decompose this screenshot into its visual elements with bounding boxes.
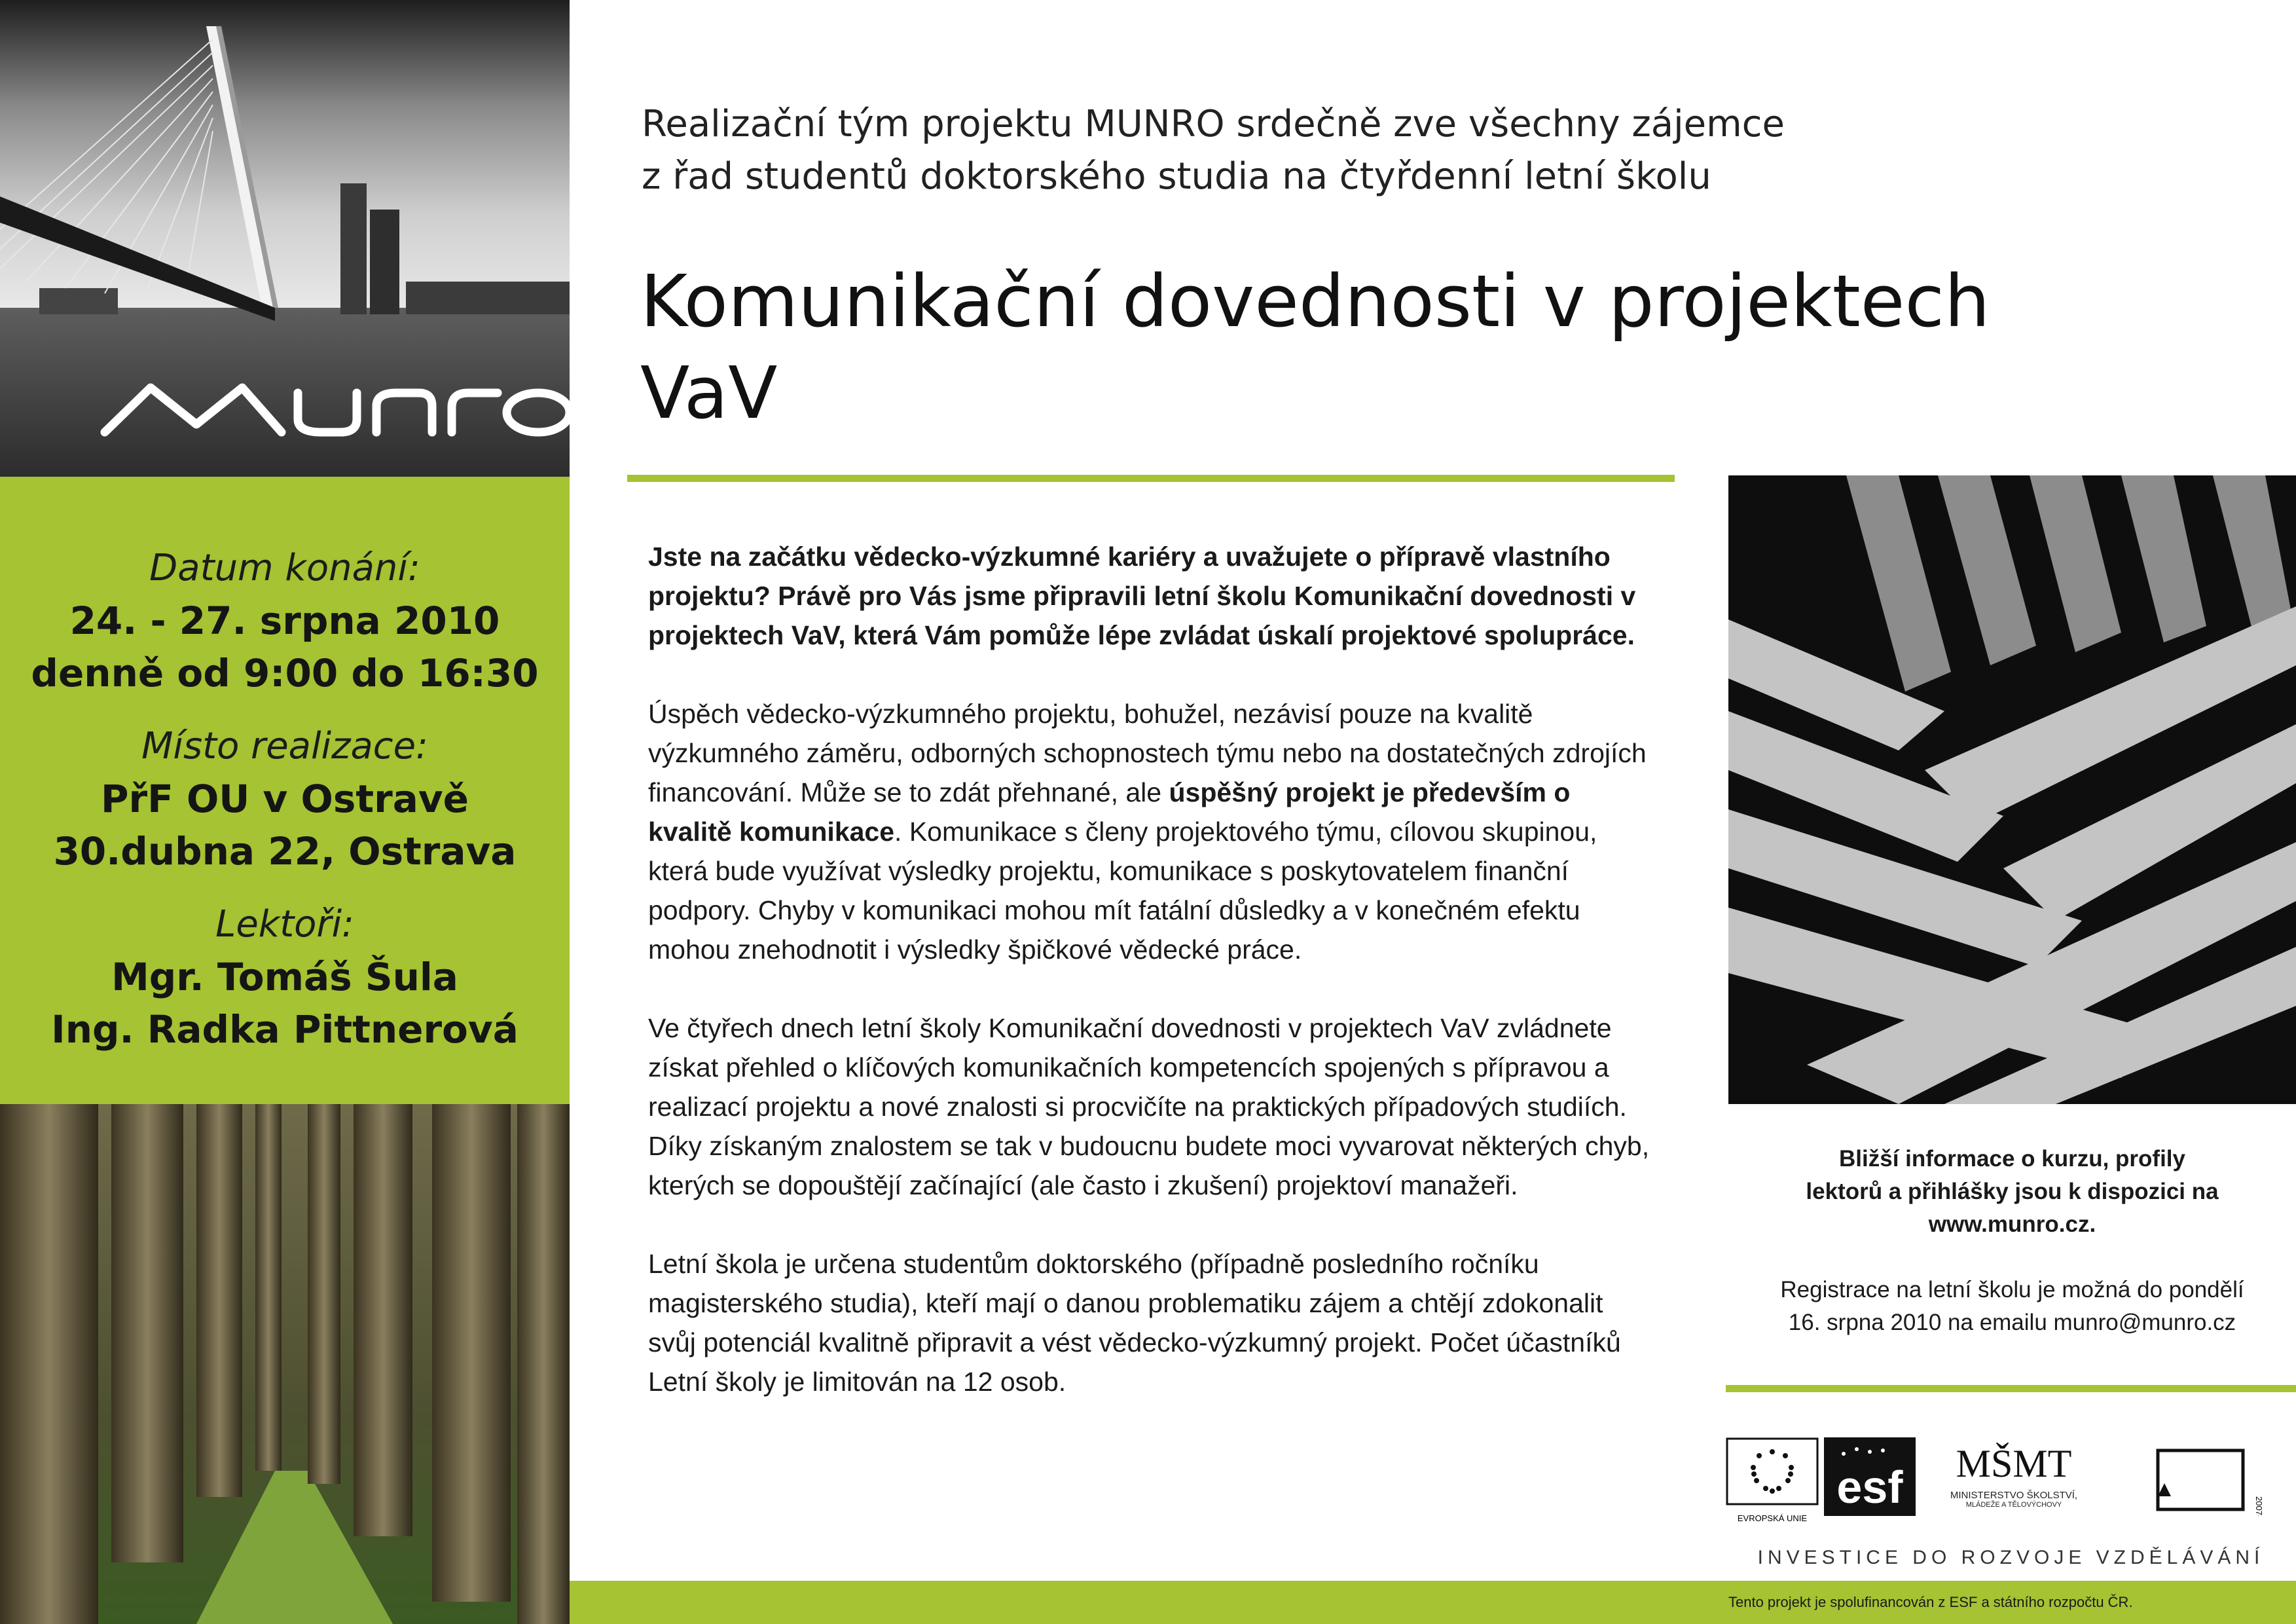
registration-text: Registrace na letní školu je možná do pondělí 16. srpna 2010 na emailu munro@munro.cz [1780, 1277, 2244, 1335]
invitation-text [642, 98, 1886, 203]
slogan: INVESTICE DO ROZVOJE VZDĚLÁVÁNÍ [1757, 1547, 2265, 1568]
bridge-photo [0, 0, 570, 477]
info-divider [1726, 1385, 2296, 1392]
svg-text:EVROPSKÁ UNIE: EVROPSKÁ UNIE [1737, 1513, 1808, 1523]
date-label: Datum konání: [149, 547, 420, 589]
intro-paragraph: Jste na začátku vědecko-výzkumné kariéry a uvažujete o přípravě vlastního projektu? Právě pro Vás jsme připravili letní školu Komunikační dovednosti v projektech VaV, která Vám pomůže lépe zvládat úskalí projektové spolupráce. [648, 542, 1636, 650]
title-divider [627, 475, 1675, 482]
place-address: 30.dubna 22, Ostrava [53, 829, 517, 874]
op-vk-logo [2151, 1437, 2269, 1516]
paragraph: Úspěch vědecko-výzkumného projektu, bohužel, nezávisí pouze na kvalitě výzkumného záměru, odborných schopnostech týmu nebo na dostatečných zdrojích financování. Může se to zdát přehnané, ale úspěšný projekt je především o kvalitě komunikace. Komunikace s členy projektového týmu, cílovou skupinou, která bude využívat výsledky projektu, komunikace s poskytovatelem finanční podpory. Chyby v komunikaci mohou mít fatální důsledky a v konečném efektu mohou znehodnotit i výsledky špičkové vědecké práce. [648, 699, 1647, 965]
lecturers-label: Lektoři: [215, 903, 354, 946]
invitation-line: z řad studentů doktorského studia na čtyřdenní letní školu [642, 155, 1711, 198]
info-box [1728, 1143, 2296, 1339]
emphasis: úspěšný projekt je především o kvalitě komunikace [648, 777, 1571, 847]
body-text [648, 537, 1656, 1441]
sponsor-logos [1726, 1437, 2296, 1536]
website-link[interactable]: www.munro.cz. [1928, 1211, 2096, 1237]
paragraph: Ve čtyřech dnech letní školy Komunikační dovednosti v projektech VaV zvládnete získat přehled o klíčových komunikačních kompetencích spojených s přípravou a realizací projektu a nové znalosti si procvičíte na praktických případových studiích. Díky získaným znalostem se tak v budoucnu budete moci vyvarovat některých chyb, kterých se dopouštějí začínající (ale často i zkušení) projektoví manažeři. [648, 1013, 1650, 1200]
bench-photo [1728, 475, 2296, 1104]
lecturer-name: Mgr. Tomáš Šula [111, 955, 458, 999]
eu-flag-logo [1726, 1437, 1819, 1529]
place-name: PřF OU v Ostravě [101, 777, 469, 821]
more-info-text: Bližší informace o kurzu, profily lektorů a přihlášky jsou k dispozici na www.munro.cz. [1728, 1143, 2296, 1241]
lecturer-name: Ing. Radka Pittnerová [51, 1007, 519, 1052]
svg-text:MUNRO: MUNRO [0, 0, 3, 1]
page-title: Komunikační dovednosti v projektech VaV [640, 259, 1990, 435]
svg-text:esf: esf [1836, 1462, 1903, 1513]
trees-photo [0, 1104, 570, 1624]
svg-text:2007-13: 2007-13 [2254, 1496, 2264, 1516]
invitation-line: Realizační tým projektu MUNRO srdečně zve všechny zájemce [642, 103, 1785, 145]
esf-logo [1824, 1437, 1916, 1516]
event-info-panel [0, 477, 570, 1104]
paragraph: Letní škola je určena studentům doktorského (případně posledního ročníku magisterského studia), kteří mají o danou problematiku zájem a chtějí zdokonalit svůj potenciál kvalitně připravit a vést vědecko-výzkumný projekt. Počet účastníků Letní školy je limitován na 12 osob. [648, 1249, 1621, 1397]
footer-bar [570, 1581, 2296, 1624]
place-label: Místo realizace: [141, 725, 428, 767]
date-range: 24. - 27. srpna 2010 [69, 599, 500, 643]
daily-hours: denně od 9:00 do 16:30 [31, 651, 539, 695]
msmt-logo: MŠMT MINISTERSTVO ŠKOLSTVÍ, MLÁDEŽE A TĚLOVÝCHOVY [1950, 1442, 2078, 1509]
footer-note: Tento projekt je spolufinancován z ESF a státního rozpočtu ČR. [1728, 1594, 2133, 1610]
